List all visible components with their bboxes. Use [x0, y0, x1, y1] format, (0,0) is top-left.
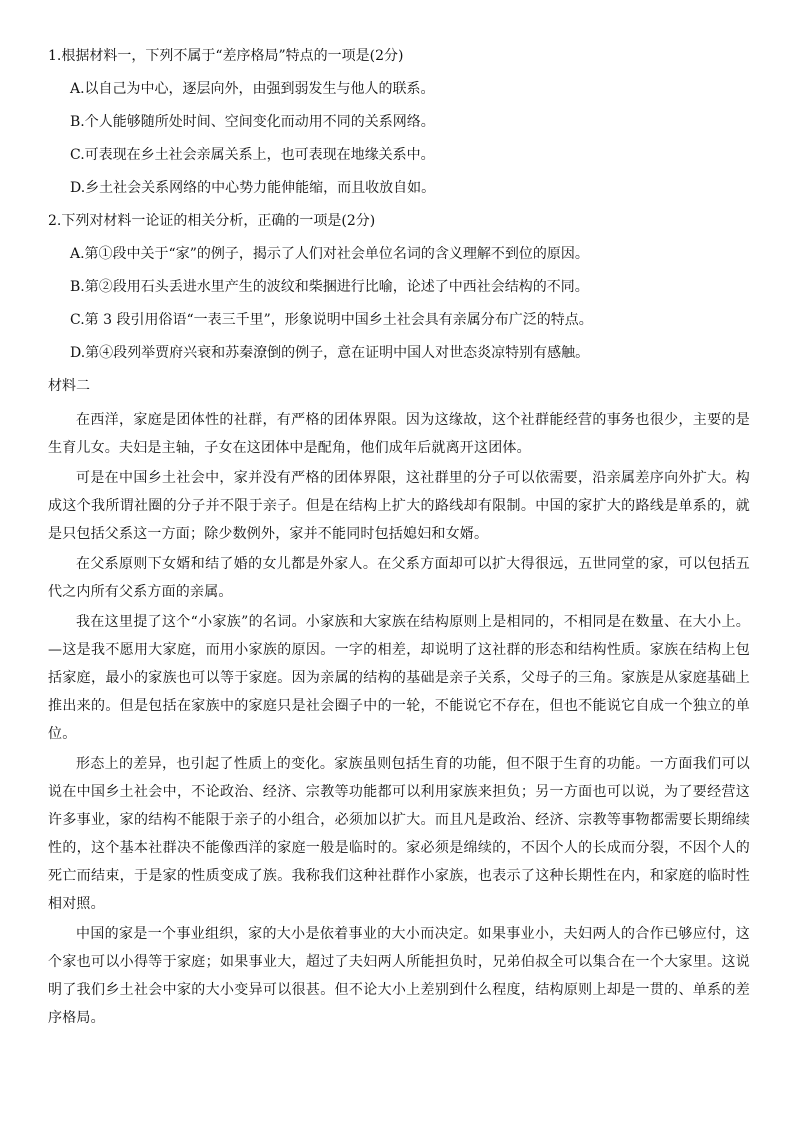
question-1	[48, 46, 750, 198]
question-2-option-b: B.第②段用石头丢进水里产生的波纹和柴捆进行比喻，论述了中西社会结构的不同。	[70, 279, 589, 295]
material-2-paragraph: 在父系原则下女婿和结了婚的女儿都是外家人。在父系方面却可以扩大得很远，五世同堂的家，可以包括五代之内所有父系方面的亲属。	[48, 556, 750, 600]
question-2-title: 2.下列对材料一论证的相关分析，正确的一项是(2分)	[48, 213, 376, 229]
question-2	[48, 211, 750, 363]
material-2-paragraph: 我在这里提了这个“小家族”的名词。小家族和大家族在结构原则上是相同的，不相同是在数量、在大小上。—这是我不愿用大家庭，而用小家族的原因。一字的相差，却说明了这社群的形态和结构性质。家族在结构上包括家庭，最小的家族也可以等于家庭。因为亲属的结构的基础是亲子关系，父母子的三角。家族是从家庭基础上推出来的。但是包括在家族中的家庭只是社会圈子中的一轮，不能说它不存在，但也不能说它自成一个独立的单位。	[48, 614, 750, 742]
question-1-option-a: A.以自己为中心，逐层向外，由强到弱发生与他人的联系。	[70, 81, 435, 97]
question-2-option-d: D.第④段列举贾府兴衰和苏秦潦倒的例子，意在证明中国人对世态炎凉特别有感触。	[70, 345, 590, 361]
material-2-paragraph: 可是在中国乡土社会中，家并没有严格的团体界限，这社群里的分子可以依需要，沿亲属差序向外扩大。构成这个我所谓社圈的分子并不限于亲子。但是在结构上扩大的路线却有限制。中国的家扩大的路线是单系的，就是只包括父系这一方面；除少数例外，家并不能同时包括媳妇和女婿。	[48, 470, 750, 542]
exam-page	[48, 46, 750, 1034]
question-1-option-c: C.可表现在乡土社会亲属关系上，也可表现在地缘关系中。	[70, 147, 435, 163]
question-1-title: 1.根据材料一，下列不属于“差序格局”特点的一项是(2分)	[48, 48, 404, 64]
material-2	[48, 376, 750, 1032]
question-2-option-a: A.第①段中关于“家”的例子，揭示了人们对社会单位名词的含义理解不到位的原因。	[70, 246, 589, 262]
question-1-option-d: D.乡土社会关系网络的中心势力能伸能缩，而且收放自如。	[70, 180, 436, 196]
material-2-heading: 材料二	[48, 378, 90, 394]
material-2-paragraph: 形态上的差异，也引起了性质上的变化。家族虽则包括生育的功能，但不限于生育的功能。一方面我们可以说在中国乡土社会中，不论政治、经济、宗教等功能都可以利用家族来担负；另一方面也可以说，为了要经营这许多事业，家的结构不能限于亲子的小组合，必须加以扩大。而且凡是政治、经济、宗教等事物都需要长期绵续性的，这个基本社群决不能像西洋的家庭一般是临时的。家必须是绵续的，不因个人的长成而分裂，不因个人的死亡而结束，于是家的性质变成了族。我称我们这种社群作小家族，也表示了这种长期性在内，和家庭的临时性相对照。	[48, 756, 750, 912]
material-2-paragraph: 中国的家是一个事业组织，家的大小是依着事业的大小而决定。如果事业小，夫妇两人的合作已够应付，这个家也可以小得等于家庭；如果事业大，超过了夫妇两人所能担负时，兄弟伯叔全可以集合在一个大家里。这说明了我们乡土社会中家的大小变异可以很甚。但不论大小上差别到什么程度，结构原则上却是一贯的、单系的差序格局。	[48, 926, 750, 1026]
question-2-option-c: C.第 3 段引用俗语“一表三千里”，形象说明中国乡土社会具有亲属分布广泛的特点。	[70, 312, 593, 328]
material-2-paragraph: 在西洋，家庭是团体性的社群，有严格的团体界限。因为这缘故，这个社群能经营的事务也很少，主要的是生育儿女。夫妇是主轴，子女在这团体中是配角，他们成年后就离开这团体。	[48, 412, 750, 456]
question-1-option-b: B.个人能够随所处时间、空间变化而动用不同的关系网络。	[70, 114, 435, 130]
